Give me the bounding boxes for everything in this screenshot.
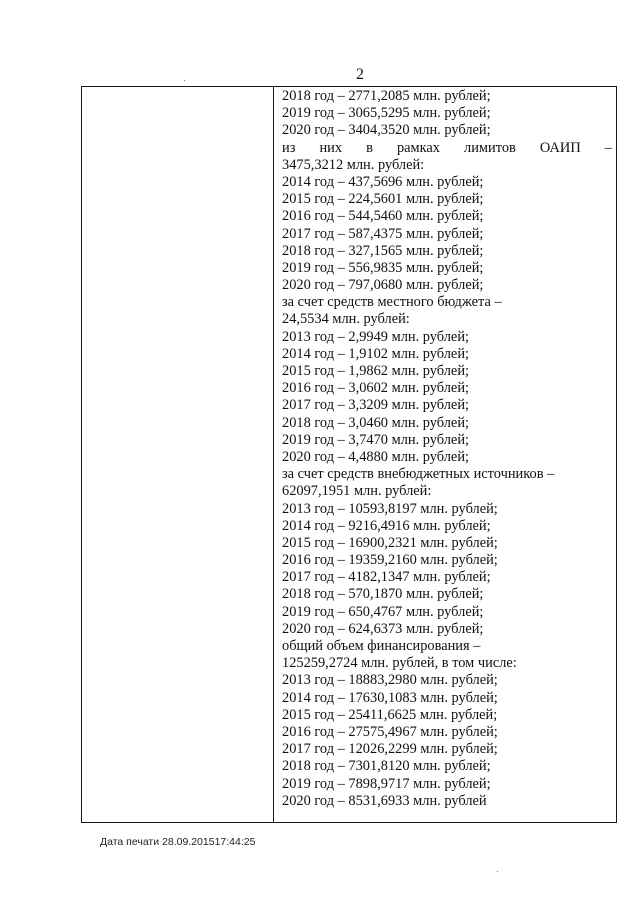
funding-line: 2017 год – 587,4375 млн. рублей; (282, 225, 484, 242)
funding-line-word: рамках (396, 139, 440, 156)
funding-line: 2015 год – 224,5601 млн. рублей; (282, 191, 484, 208)
funding-line-word: ОАИП (539, 139, 581, 156)
funding-line-word: в (366, 139, 373, 156)
column-divider (273, 87, 274, 822)
funding-table (81, 86, 617, 823)
funding-line: 2020 год – 624,6373 млн. рублей; (282, 620, 484, 637)
funding-description-column (282, 88, 612, 810)
funding-line: 2017 год – 4182,1347 млн. рублей; (282, 569, 491, 586)
funding-line: 2016 год – 544,5460 млн. рублей; (282, 208, 484, 225)
funding-line: 2015 год – 25411,6625 млн. рублей; (282, 706, 498, 723)
funding-line: 2020 год – 4,4880 млн. рублей; (282, 448, 470, 465)
funding-line: 2014 год – 17630,1083 млн. рублей; (282, 689, 498, 706)
funding-line: 2016 год – 19359,2160 млн. рублей; (282, 552, 498, 569)
funding-line: 2013 год – 2,9949 млн. рублей; (282, 328, 470, 345)
funding-line (282, 140, 612, 157)
funding-line: 2013 год – 10593,8197 млн. рублей; (282, 500, 498, 517)
funding-line-word: лимитов (464, 139, 516, 156)
funding-line: 2016 год – 27575,4967 млн. рублей; (282, 723, 498, 740)
print-date-footer: Дата печати 28.09.201517:44:25 (100, 836, 256, 848)
funding-line: за счет средств внебюджетных источников – (282, 466, 555, 483)
funding-line: 2017 год – 12026,2299 млн. рублей; (282, 741, 498, 758)
funding-line: 2018 год – 2771,2085 млн. рублей; (282, 88, 491, 104)
scan-speck (184, 80, 185, 81)
funding-line: 2018 год – 327,1565 млн. рублей; (282, 242, 484, 259)
funding-line: 2019 год – 3065,5295 млн. рублей; (282, 105, 491, 122)
funding-line: 2015 год – 16900,2321 млн. рублей; (282, 534, 498, 551)
funding-line-word: – (604, 139, 612, 156)
funding-line-word: из (282, 139, 296, 156)
funding-line: 2019 год – 3,7470 млн. рублей; (282, 431, 470, 448)
funding-line: 2014 год – 437,5696 млн. рублей; (282, 173, 484, 190)
funding-line: 2018 год – 570,1870 млн. рублей; (282, 586, 484, 603)
scan-speck (497, 871, 498, 872)
funding-line-word: них (319, 139, 343, 156)
funding-line: 2018 год – 3,0460 млн. рублей; (282, 414, 470, 431)
funding-line: 2020 год – 3404,3520 млн. рублей; (282, 122, 491, 139)
funding-line: 2017 год – 3,3209 млн. рублей; (282, 397, 470, 414)
funding-line: 2018 год – 7301,8120 млн. рублей; (282, 758, 491, 775)
funding-line: 2014 год – 1,9102 млн. рублей; (282, 345, 470, 362)
funding-line: 24,5534 млн. рублей: (282, 311, 410, 328)
funding-line: 2019 год – 7898,9717 млн. рублей; (282, 775, 491, 792)
funding-line: 2014 год – 9216,4916 млн. рублей; (282, 517, 491, 534)
funding-line: 2016 год – 3,0602 млн. рублей; (282, 380, 470, 397)
funding-line: 2019 год – 650,4767 млн. рублей; (282, 603, 484, 620)
funding-line: 2020 год – 797,0680 млн. рублей; (282, 277, 484, 294)
page-number: 2 (356, 66, 364, 83)
funding-line: общий объем финансирования – (282, 638, 481, 654)
funding-line: 125259,2724 млн. рублей, в том числе: (282, 655, 517, 672)
funding-line: 62097,1951 млн. рублей: (282, 483, 432, 500)
funding-line: 2015 год – 1,9862 млн. рублей; (282, 363, 470, 379)
funding-line: за счет средств местного бюджета – (282, 294, 502, 311)
funding-line: 3475,3212 млн. рублей: (282, 156, 425, 173)
funding-line: 2013 год – 18883,2980 млн. рублей; (282, 672, 498, 689)
funding-line: 2019 год – 556,9835 млн. рублей; (282, 259, 484, 276)
funding-line: 2020 год – 8531,6933 млн. рублей (282, 792, 487, 809)
